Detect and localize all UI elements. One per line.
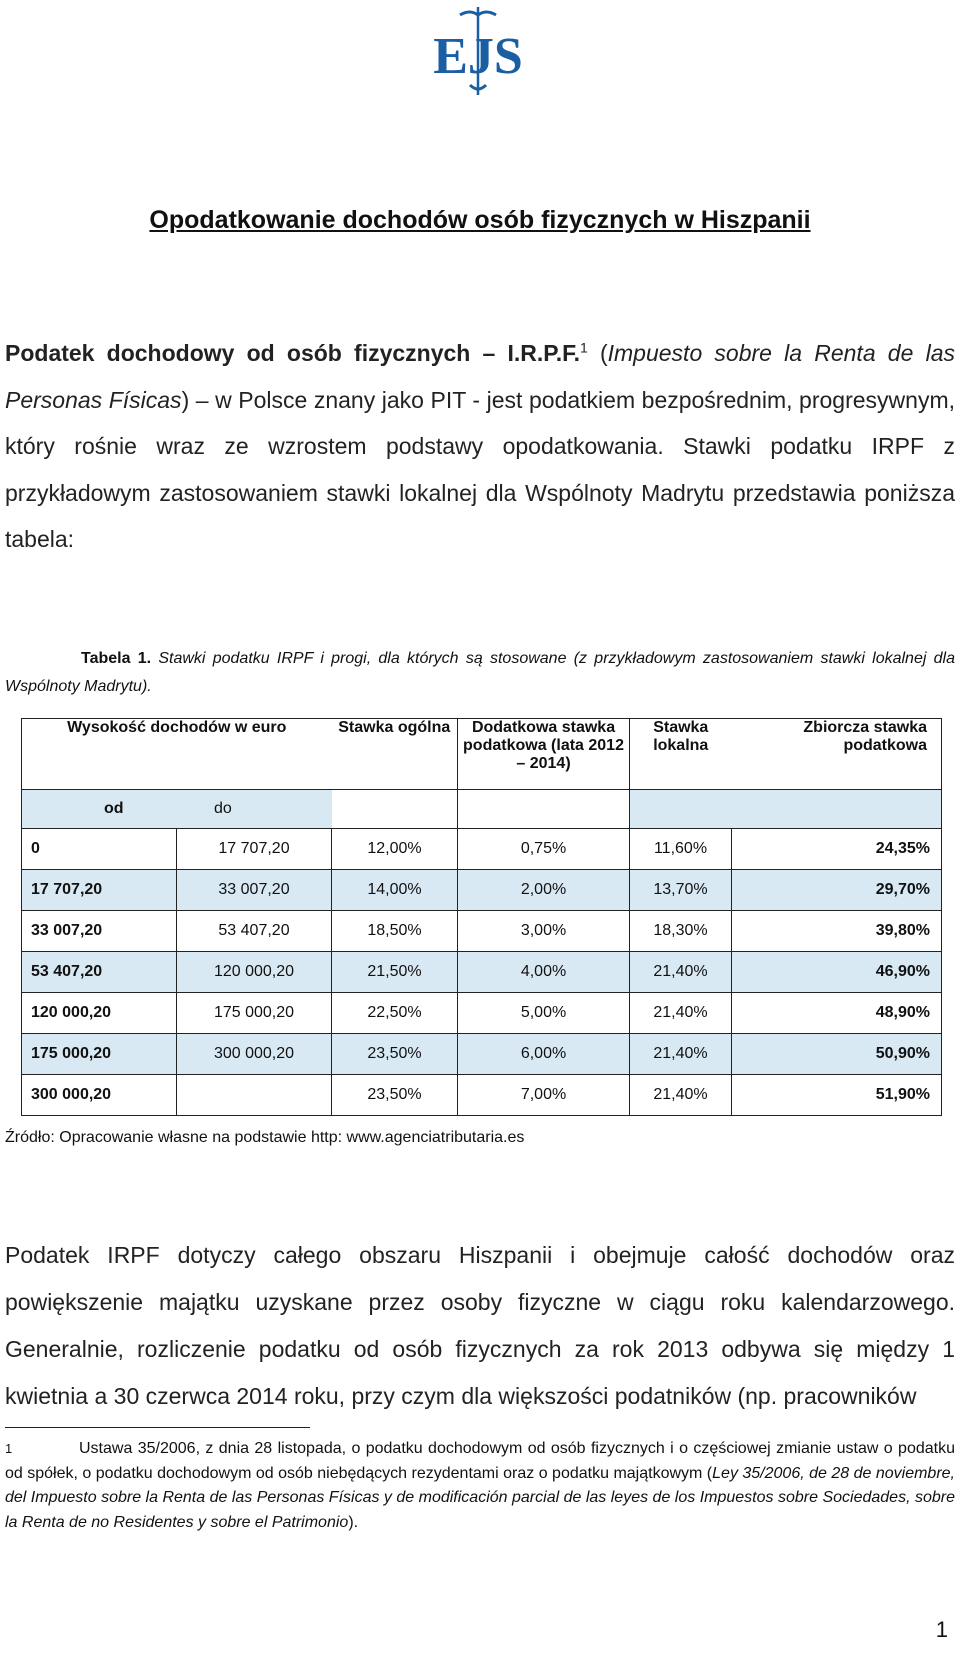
table-header-row bbox=[22, 719, 942, 790]
cell-from: 53 407,20 bbox=[22, 952, 177, 993]
page-number: 1 bbox=[935, 1617, 948, 1642]
intro-paragraph bbox=[5, 330, 955, 563]
ejs-logo bbox=[430, 5, 526, 97]
cell-additional: 3,00% bbox=[458, 911, 630, 952]
cell-from: 17 707,20 bbox=[22, 870, 177, 911]
cell-additional: 0,75% bbox=[458, 829, 630, 870]
cell-local: 21,40% bbox=[630, 993, 732, 1034]
cell-local: 13,70% bbox=[630, 870, 732, 911]
table-row bbox=[22, 1075, 942, 1116]
table-row bbox=[22, 952, 942, 993]
cell-from: 175 000,20 bbox=[22, 1034, 177, 1075]
footnote bbox=[5, 1437, 955, 1535]
intro-spanish-name: Impuesto sobre la Renta de las Personas Físicas bbox=[5, 340, 955, 413]
cell-additional: 6,00% bbox=[458, 1034, 630, 1075]
cell-total: 46,90% bbox=[732, 952, 942, 993]
intro-lead: Podatek dochodowy od osób fizycznych – I.R.P.F. bbox=[5, 340, 580, 366]
cell-local: 21,40% bbox=[630, 1075, 732, 1116]
cell-additional: 4,00% bbox=[458, 952, 630, 993]
cell-local: 21,40% bbox=[630, 1034, 732, 1075]
header-income: Wysokość dochodów w euro bbox=[22, 719, 332, 790]
table-row bbox=[22, 870, 942, 911]
table-row bbox=[22, 1034, 942, 1075]
footnote-divider bbox=[5, 1427, 310, 1428]
caption-text: Stawki podatku IRPF i progi, dla których są stosowane (z przykładowym zastosowaniem stawki lokalnej dla Wspólnoty Madrytu). bbox=[5, 650, 956, 695]
page-title: Opodatkowanie dochodów osób fizycznych w Hiszpanii bbox=[149, 206, 811, 234]
footnote-end: ). bbox=[348, 1513, 359, 1531]
cell-additional: 5,00% bbox=[458, 993, 630, 1034]
cell-general: 22,50% bbox=[332, 993, 458, 1034]
cell-total: 29,70% bbox=[732, 870, 942, 911]
subheader-empty bbox=[630, 790, 732, 829]
table-subheader-row bbox=[22, 790, 942, 829]
cell-local: 21,40% bbox=[630, 952, 732, 993]
logo-text: EJS bbox=[433, 28, 523, 85]
cell-additional: 2,00% bbox=[458, 870, 630, 911]
cell-general: 18,50% bbox=[332, 911, 458, 952]
cell-general: 23,50% bbox=[332, 1075, 458, 1116]
subheader-empty bbox=[732, 790, 942, 829]
cell-to: 33 007,20 bbox=[177, 870, 332, 911]
subheader-from-to bbox=[22, 790, 332, 829]
footnote-ref[interactable]: 1 bbox=[579, 339, 588, 356]
intro-rest: ) – w Polsce znany jako PIT - jest podatkiem bezpośrednim, progresywnym, który rośnie wraz ze wzrostem podstawy opodatkowania. Stawki podatku IRPF z przykładowym zastosowaniem stawki lokalnej dla Wspólnoty Madrytu przedstawia poniższa tabela: bbox=[5, 386, 955, 552]
footnote-text: Ustawa 35/2006, z dnia 28 listopada, o podatku dochodowym od osób fizycznych i o częściowej zmianie ustaw o podatku od spółek, o podatku dochodowym od osób niebędących rezydentami oraz o podatku majątkowym ( bbox=[5, 1440, 955, 1482]
table-row bbox=[22, 993, 942, 1034]
subheader-empty bbox=[458, 790, 630, 829]
table-source: Źródło: Opracowanie własne na podstawie http: www.agenciatributaria.es bbox=[5, 1129, 525, 1146]
cell-to: 120 000,20 bbox=[177, 952, 332, 993]
tax-rates-table bbox=[21, 718, 942, 1116]
subheader-empty bbox=[332, 790, 458, 829]
footnote-number: 1 bbox=[5, 1441, 13, 1456]
cell-to bbox=[177, 1075, 332, 1116]
cell-local: 11,60% bbox=[630, 829, 732, 870]
cell-general: 12,00% bbox=[332, 829, 458, 870]
cell-to: 53 407,20 bbox=[177, 911, 332, 952]
cell-total: 24,35% bbox=[732, 829, 942, 870]
cell-local: 18,30% bbox=[630, 911, 732, 952]
header-additional: Dodatkowa stawka podatkowa (lata 2012 – 2014) bbox=[458, 719, 630, 790]
cell-from: 300 000,20 bbox=[22, 1075, 177, 1116]
cell-total: 51,90% bbox=[732, 1075, 942, 1116]
cell-from: 0 bbox=[22, 829, 177, 870]
cell-total: 39,80% bbox=[732, 911, 942, 952]
cell-to: 17 707,20 bbox=[177, 829, 332, 870]
cell-general: 14,00% bbox=[332, 870, 458, 911]
cell-general: 23,50% bbox=[332, 1034, 458, 1075]
cell-total: 48,90% bbox=[732, 993, 942, 1034]
cell-from: 120 000,20 bbox=[22, 993, 177, 1034]
cell-additional: 7,00% bbox=[458, 1075, 630, 1116]
header-general: Stawka ogólna bbox=[332, 719, 458, 790]
cell-to: 300 000,20 bbox=[177, 1034, 332, 1075]
footnote-spanish: Ley 35/2006, de 28 de noviembre, del Impuesto sobre la Renta de las Personas Físicas y de modificación parcial de las leyes de los Impuestos sobre Sociedades, sobre la Renta de no Residentes y sobre el Patrimonio bbox=[5, 1464, 956, 1531]
cell-general: 21,50% bbox=[332, 952, 458, 993]
subheader-from: od bbox=[104, 800, 124, 817]
header-local: Stawka lokalna bbox=[630, 719, 732, 790]
cell-to: 175 000,20 bbox=[177, 993, 332, 1034]
intro-open-paren: ( bbox=[587, 340, 608, 366]
cell-total: 50,90% bbox=[732, 1034, 942, 1075]
cell-from: 33 007,20 bbox=[22, 911, 177, 952]
table-caption bbox=[5, 645, 955, 701]
table-row bbox=[22, 829, 942, 870]
caption-label: Tabela 1. bbox=[81, 650, 152, 667]
subheader-to: do bbox=[214, 800, 232, 817]
header-total: Zbiorcza stawka podatkowa bbox=[732, 719, 942, 790]
body-paragraph: Podatek IRPF dotyczy całego obszaru Hiszpanii i obejmuje całość dochodów oraz powiększenie majątku uzyskane przez osoby fizyczne w ciągu roku kalendarzowego. Generalnie, rozliczenie podatku od osób fizycznych za rok 2013 odbywa się między 1 kwietnia a 30 czerwca 2014 roku, przy czym dla większości podatników (np. pracowników bbox=[5, 1242, 955, 1409]
table-row bbox=[22, 911, 942, 952]
